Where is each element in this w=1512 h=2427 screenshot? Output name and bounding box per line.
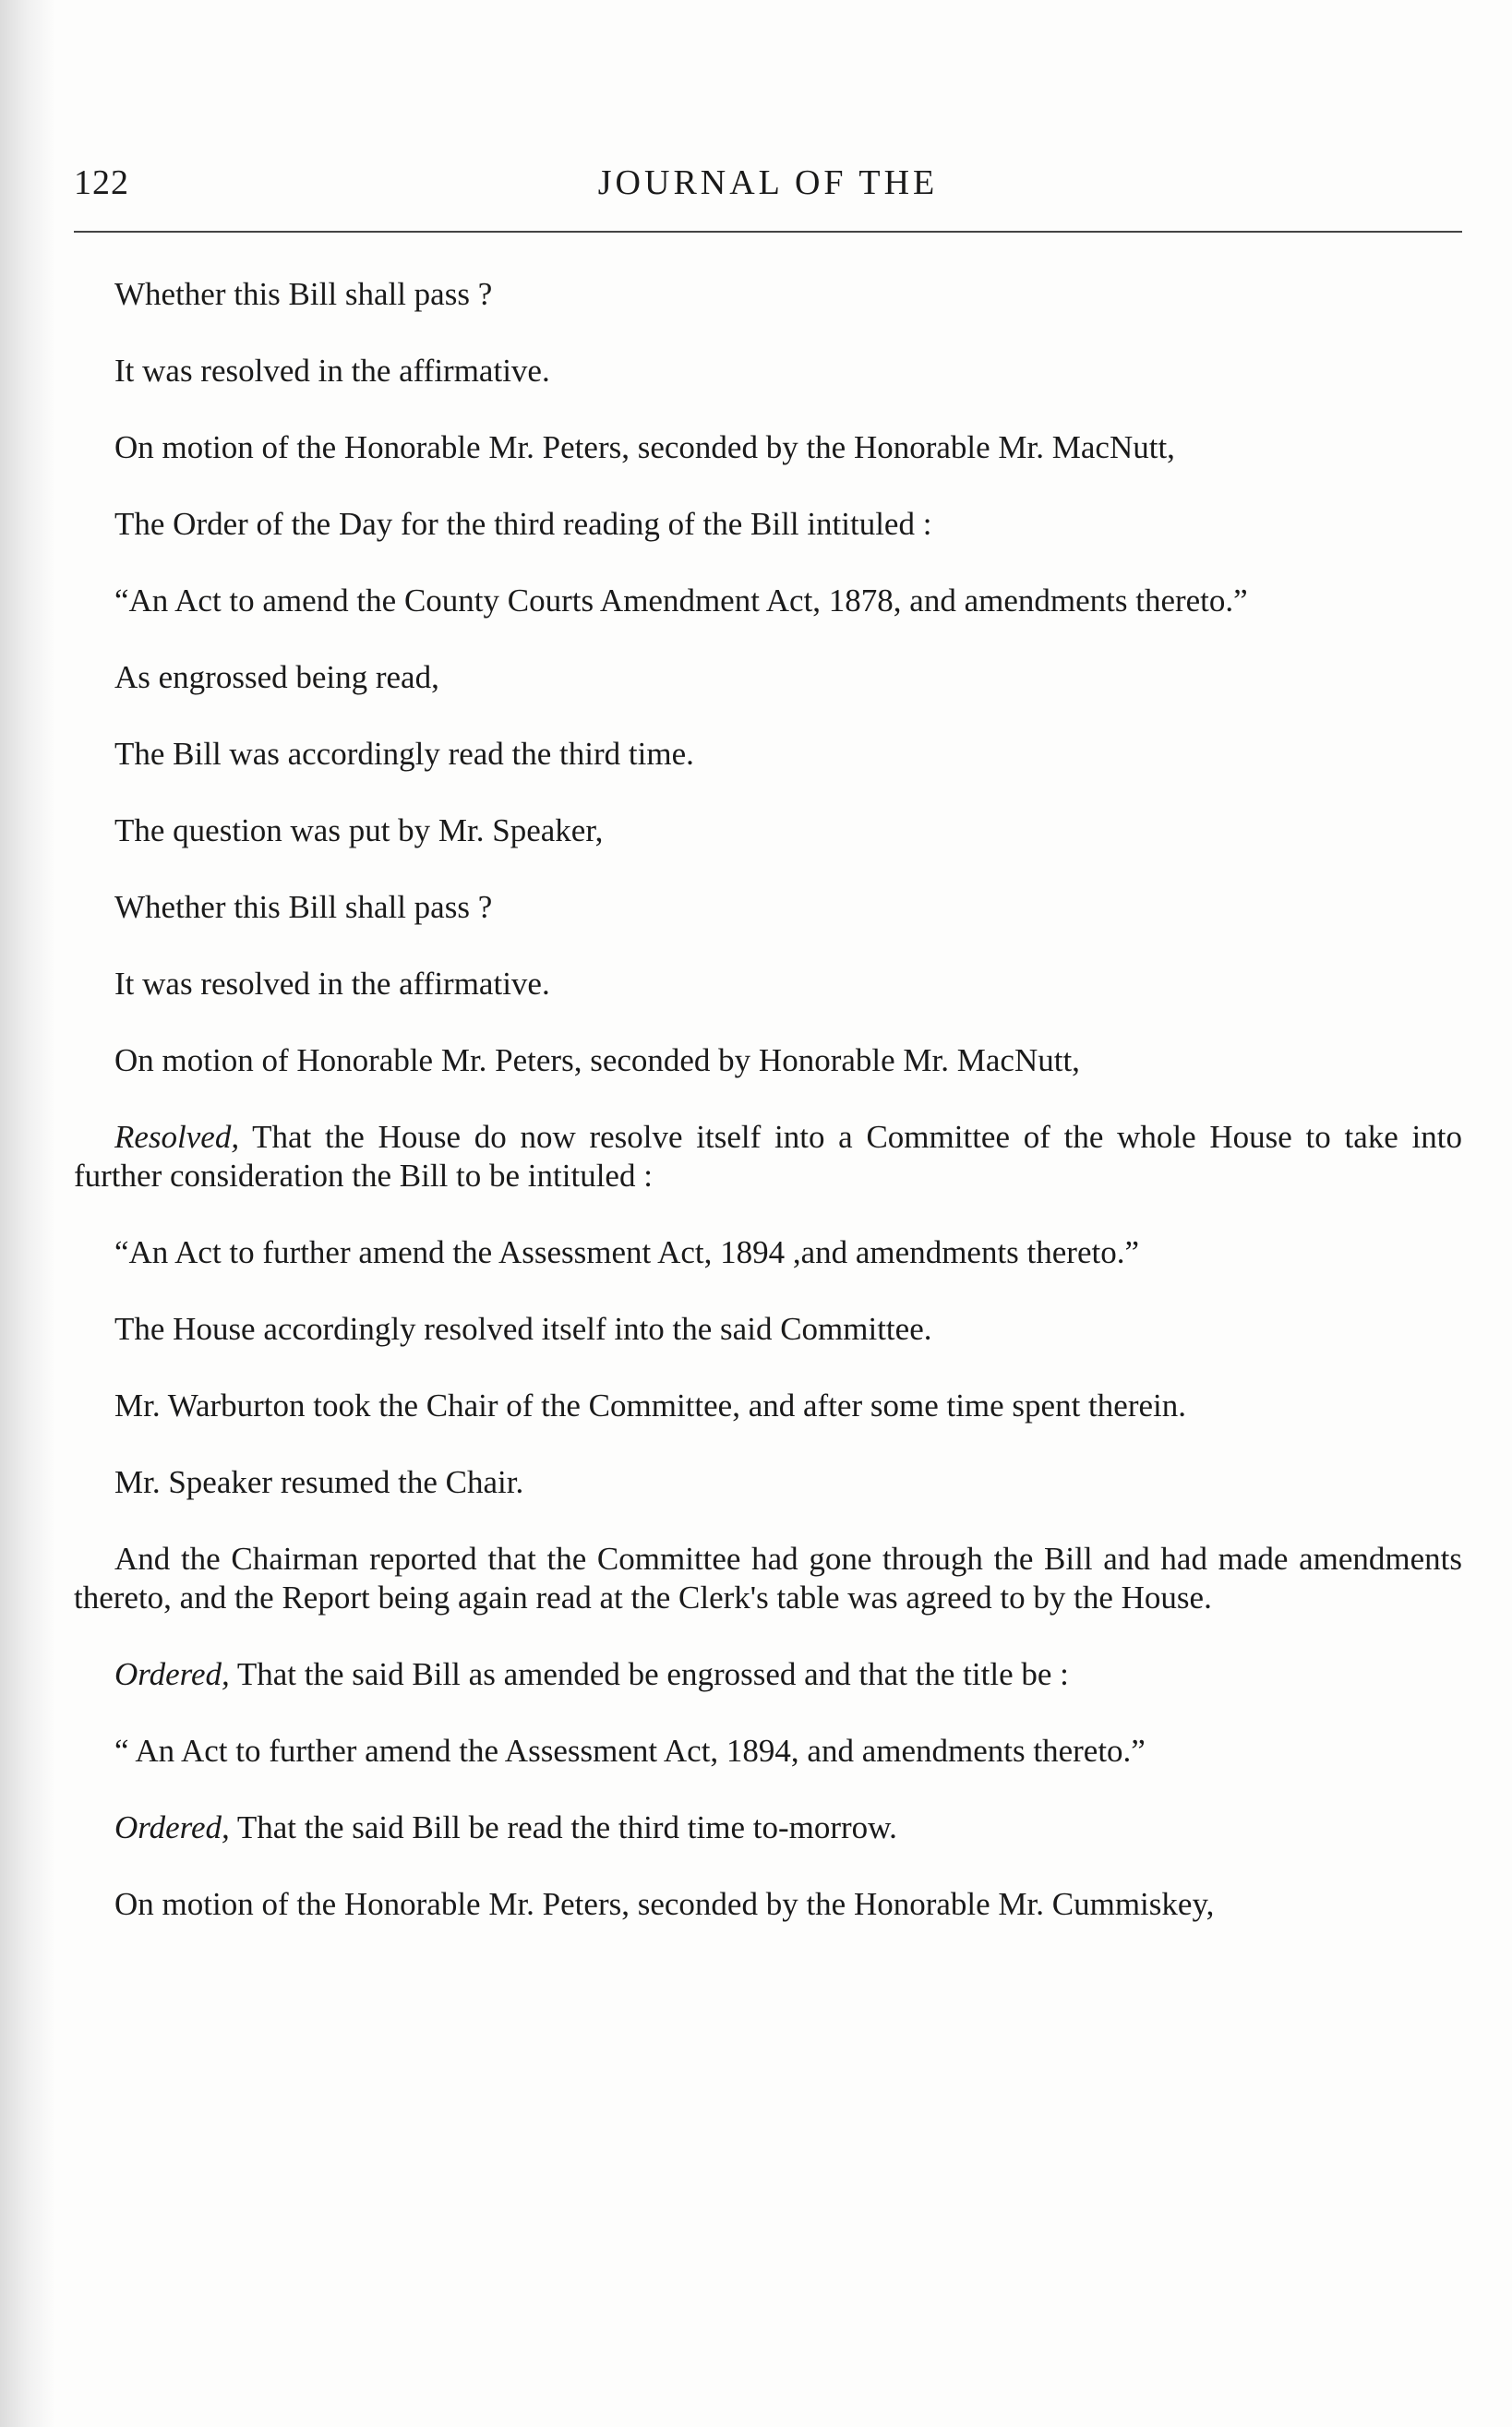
paragraph bbox=[74, 1463, 1462, 1502]
paragraph bbox=[74, 888, 1462, 927]
paragraph bbox=[74, 352, 1462, 390]
paragraph bbox=[74, 1655, 1462, 1694]
paragraph bbox=[74, 1808, 1462, 1847]
journal-body bbox=[74, 275, 1462, 1962]
paragraph-text: It was resolved in the affirmative. bbox=[114, 353, 550, 389]
paragraph bbox=[74, 1041, 1462, 1080]
paragraph bbox=[74, 275, 1462, 314]
paragraph-lead: Ordered, bbox=[114, 1809, 230, 1845]
paragraph-text: That the House do now resolve itself into a Committee of the whole House to take into further consideration the Bill to be intituled : bbox=[74, 1119, 1462, 1194]
running-head: JOURNAL OF THE bbox=[597, 163, 939, 202]
paragraph-text: The Bill was accordingly read the third time. bbox=[114, 736, 694, 772]
paragraph-text: Whether this Bill shall pass ? bbox=[114, 889, 493, 925]
paragraph bbox=[74, 1387, 1462, 1425]
page-edge-shadow bbox=[0, 0, 55, 2427]
paragraph-text: That the said Bill as amended be engrossed and that the title be : bbox=[229, 1656, 1069, 1692]
paragraph-lead: Ordered, bbox=[114, 1656, 230, 1692]
header-rule bbox=[74, 231, 1462, 233]
paragraph bbox=[74, 965, 1462, 1003]
paragraph-text: On motion of Honorable Mr. Peters, seconded by Honorable Mr. MacNutt, bbox=[114, 1042, 1080, 1078]
paragraph-text: That the said Bill be read the third time to-morrow. bbox=[229, 1809, 897, 1845]
paragraph bbox=[74, 1540, 1462, 1617]
paragraph bbox=[74, 1732, 1462, 1771]
paragraph-text: The House accordingly resolved itself into the said Committee. bbox=[114, 1311, 932, 1347]
paragraph-text: Mr. Warburton took the Chair of the Committee, and after some time spent therein. bbox=[114, 1388, 1186, 1424]
paragraph-lead: Resolved, bbox=[114, 1119, 240, 1155]
paragraph-text: As engrossed being read, bbox=[114, 659, 439, 695]
paragraph bbox=[74, 505, 1462, 544]
paragraph-text: “ An Act to further amend the Assessment Act, 1894, and amendments thereto.” bbox=[114, 1733, 1146, 1769]
paragraph-text: The question was put by Mr. Speaker, bbox=[114, 812, 604, 848]
paragraph-text: On motion of the Honorable Mr. Peters, seconded by the Honorable Mr. Cummiskey, bbox=[114, 1886, 1215, 1922]
paragraph-text: It was resolved in the affirmative. bbox=[114, 966, 550, 1002]
paragraph bbox=[74, 1310, 1462, 1349]
paragraph bbox=[74, 811, 1462, 850]
paragraph bbox=[74, 658, 1462, 697]
paragraph bbox=[74, 428, 1462, 467]
page-header bbox=[74, 162, 1462, 209]
paragraph-text: On motion of the Honorable Mr. Peters, seconded by the Honorable Mr. MacNutt, bbox=[114, 429, 1175, 465]
paragraph-text: “An Act to amend the County Courts Amendment Act, 1878, and amendments thereto.” bbox=[114, 583, 1248, 619]
paragraph-text: And the Chairman reported that the Committee had gone through the Bill and had made amendments thereto, and the Report being again read at the Clerk's table was agreed to by the House. bbox=[74, 1541, 1462, 1616]
paragraph bbox=[74, 1885, 1462, 1924]
page-number: 122 bbox=[74, 163, 129, 202]
paragraph-text: The Order of the Day for the third reading of the Bill intituled : bbox=[114, 506, 932, 542]
paragraph bbox=[74, 1233, 1462, 1272]
paragraph bbox=[74, 735, 1462, 774]
paragraph-text: Whether this Bill shall pass ? bbox=[114, 276, 493, 312]
paragraph bbox=[74, 1118, 1462, 1195]
paragraph-text: Mr. Speaker resumed the Chair. bbox=[114, 1464, 524, 1500]
paragraph bbox=[74, 582, 1462, 620]
paragraph-text: “An Act to further amend the Assessment Act, 1894 ,and amendments thereto.” bbox=[114, 1234, 1140, 1270]
